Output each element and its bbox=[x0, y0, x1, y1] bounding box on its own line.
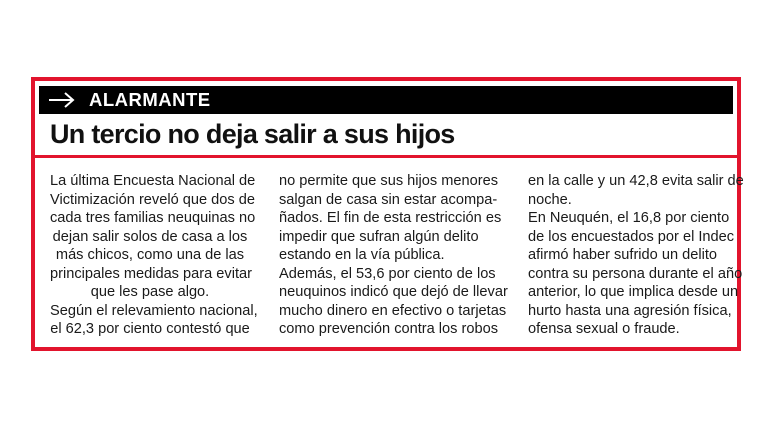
text-line: anterior, lo que implica desde un bbox=[528, 284, 739, 300]
text-line: en la calle y un 42,8 evita salir de bbox=[528, 173, 744, 189]
text-line: Según el relevamiento nacional, bbox=[50, 302, 258, 319]
text-line: afirmó haber sufrido un delito bbox=[528, 247, 718, 263]
text-line: impedir que sufran algún delito bbox=[279, 228, 479, 245]
text-line: hurto hasta una agresión física, bbox=[528, 302, 732, 319]
column-2 bbox=[279, 172, 508, 339]
column-1 bbox=[50, 172, 258, 339]
infobox bbox=[31, 77, 744, 351]
text-line: estando en la vía pública. bbox=[279, 247, 445, 263]
text-line: dejan salir solos de casa a los bbox=[52, 228, 248, 245]
headline: Un tercio no deja salir a sus hijos bbox=[50, 119, 455, 149]
arrow-right-icon bbox=[47, 90, 77, 110]
text-line: Victimización reveló que dos de bbox=[50, 191, 255, 208]
text-line: En Neuquén, el 16,8 por ciento bbox=[528, 210, 730, 226]
text-line: el 62,3 por ciento contestó que bbox=[50, 321, 250, 337]
text-line: de los encuestados por el Indec bbox=[528, 228, 735, 245]
section-label: ALARMANTE bbox=[89, 89, 211, 110]
text-line: que les pase algo. bbox=[90, 284, 210, 300]
text-line: contra su persona durante el año bbox=[528, 265, 743, 282]
text-line: Además, el 53,6 por ciento de los bbox=[279, 265, 496, 282]
text-line: más chicos, como una de las bbox=[55, 247, 245, 263]
text-line: mucho dinero en efectivo o tarjetas bbox=[279, 302, 507, 319]
text-line: como prevención contra los robos bbox=[279, 321, 499, 337]
section-label-bar bbox=[39, 86, 733, 114]
text-line: principales medidas para evitar bbox=[50, 265, 252, 282]
text-line: ñados. El fin de esta restricción es bbox=[279, 210, 502, 226]
text-line: La última Encuesta Nacional de bbox=[50, 173, 256, 189]
text-line: neuquinos indicó que dejó de llevar bbox=[279, 284, 508, 300]
text-line: noche. bbox=[528, 191, 572, 208]
text-line: cada tres familias neuquinas no bbox=[50, 210, 256, 226]
text-line: salgan de casa sin estar acompa- bbox=[279, 191, 498, 208]
column-3 bbox=[528, 172, 744, 339]
text-line: no permite que sus hijos menores bbox=[279, 173, 499, 189]
divider bbox=[35, 155, 737, 158]
text-line: ofensa sexual o fraude. bbox=[528, 321, 680, 337]
